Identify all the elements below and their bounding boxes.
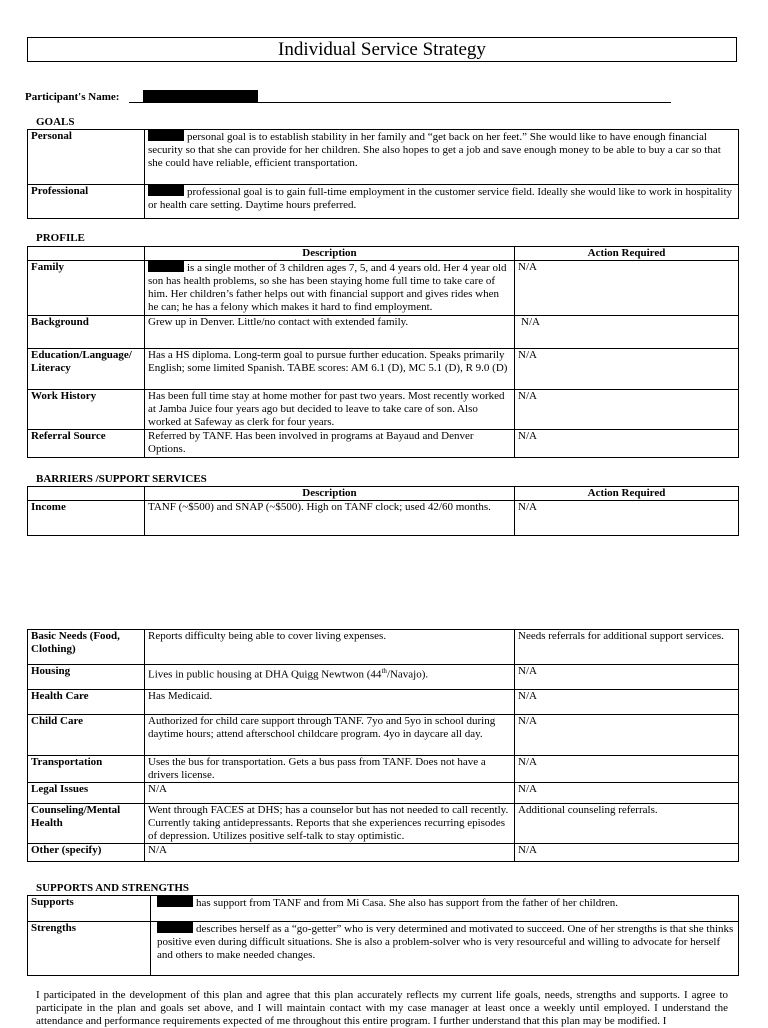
barriers-row-housing <box>28 665 739 690</box>
goals-table <box>27 129 739 219</box>
barriers-description: N/A <box>145 844 515 862</box>
profile-row-work-history <box>28 390 739 430</box>
supports-text <box>151 896 739 922</box>
barriers-row-counseling <box>28 804 739 844</box>
profile-description: Referred by TANF. Has been involved in programs at Bayaud and Denver Options. <box>145 430 515 458</box>
barriers-action: N/A <box>515 756 739 783</box>
barriers-action: N/A <box>515 715 739 756</box>
profile-header-row <box>28 247 739 261</box>
barriers-action: N/A <box>515 665 739 690</box>
goals-text-content: professional goal is to gain full-time employment in the customer service field. Ideally she would like to work in hospitality or health care setting. Daytime hours preferred. <box>148 186 732 211</box>
goals-label: Personal <box>28 130 145 185</box>
barriers-row-transportation <box>28 756 739 783</box>
barriers-label: Income <box>28 501 145 536</box>
housing-text-end: /Navajo). <box>386 668 429 681</box>
barriers-description: Authorized for child care support through TANF. 7yo and 5yo in school during daytime hours; attend afterschool childcare program. 4yo in daycare all day. <box>145 715 515 756</box>
profile-description: Grew up in Denver. Little/no contact with extended family. <box>145 316 515 349</box>
profile-label: Background <box>28 316 145 349</box>
barriers-action: N/A <box>515 690 739 715</box>
profile-action: N/A <box>515 349 739 390</box>
strengths-text-content: describes herself as a “go-getter” who is very determined and motivated to succeed. One of her strengths is that she thinks positive even during difficult situations. She is also a problem-solver who is very resourceful and willing to advocate for herself and others to make needed changes. <box>157 923 734 961</box>
goals-label: Professional <box>28 185 145 219</box>
redacted-name <box>148 261 184 272</box>
barriers-description: Uses the bus for transportation. Gets a bus pass from TANF. Does not have a drivers license. <box>145 756 515 783</box>
barriers-col-description: Description <box>145 487 515 501</box>
barriers-action: N/A <box>515 844 739 862</box>
housing-superscript: th <box>381 667 387 675</box>
barriers-header-row <box>28 487 739 501</box>
barriers-label: Counseling/Mental Health <box>28 804 145 844</box>
barriers-table-continued <box>27 629 739 862</box>
profile-action: N/A <box>515 316 739 349</box>
barriers-header-blank <box>28 487 145 501</box>
profile-col-action: Action Required <box>515 247 739 261</box>
profile-row-education <box>28 349 739 390</box>
profile-label: Family <box>28 261 145 316</box>
profile-action: N/A <box>515 390 739 430</box>
profile-description: Has a HS diploma. Long-term goal to pursue further education. Speaks primarily English; some limited Spanish. TABE scores: AM 6.1 (D), MC 5.1 (D), R 9.0 (D) <box>145 349 515 390</box>
barriers-row-health-care <box>28 690 739 715</box>
redacted-name <box>148 130 184 141</box>
profile-row-referral <box>28 430 739 458</box>
supports-heading: SUPPORTS AND STRENGTHS <box>36 882 190 894</box>
barriers-row-child-care <box>28 715 739 756</box>
barriers-row-other <box>28 844 739 862</box>
supports-table <box>27 895 739 976</box>
redacted-name <box>148 185 184 196</box>
barriers-description: Reports difficulty being able to cover living expenses. <box>145 630 515 665</box>
barriers-description <box>145 665 515 690</box>
goals-text <box>145 130 739 185</box>
barriers-label: Health Care <box>28 690 145 715</box>
strengths-row <box>28 922 739 976</box>
supports-row <box>28 896 739 922</box>
barriers-action: N/A <box>515 501 739 536</box>
barriers-description: N/A <box>145 783 515 804</box>
profile-row-family <box>28 261 739 316</box>
profile-row-background <box>28 316 739 349</box>
profile-label: Referral Source <box>28 430 145 458</box>
goals-heading: GOALS <box>36 116 75 128</box>
barriers-table <box>27 486 739 536</box>
barriers-label: Housing <box>28 665 145 690</box>
document-title: Individual Service Strategy <box>27 37 737 62</box>
supports-text-content: has support from TANF and from Mi Casa. She also has support from the father of her children. <box>196 897 619 909</box>
barriers-description: Went through FACES at DHS; has a counselor but has not needed to call recently. Currently taking antidepressants. Reports that she experiences recurring episodes of depression. Utilizes positive self-talk to stay optimistic. <box>145 804 515 844</box>
barriers-label: Basic Needs (Food, Clothing) <box>28 630 145 665</box>
goals-text-content: personal goal is to establish stability in her family and “get back on her feet.” She would like to have enough financial security so that she can provide for her children. She also hopes to get a job and save enough money to be able to buy a car so that she could have reliable, efficient transportation. <box>148 131 721 169</box>
strengths-label: Strengths <box>28 922 151 976</box>
goals-row-personal <box>28 130 739 185</box>
strengths-text <box>151 922 739 976</box>
barriers-row-basic-needs <box>28 630 739 665</box>
barriers-heading: BARRIERS /SUPPORT SERVICES <box>36 473 207 485</box>
profile-label: Education/Language/ Literacy <box>28 349 145 390</box>
barriers-action: Needs referrals for additional support services. <box>515 630 739 665</box>
profile-description-text: is a single mother of 3 children ages 7, 5, and 4 years old. Her 4 year old son has health problems, so she has been staying home full time to take care of him. Her children’s father helps out with financial support and gives rides when he can; he has a felony which makes it hard to find employment. <box>148 262 507 313</box>
profile-table <box>27 246 739 458</box>
barriers-row-income <box>28 501 739 536</box>
barriers-label: Other (specify) <box>28 844 145 862</box>
goals-row-professional <box>28 185 739 219</box>
barriers-action: Additional counseling referrals. <box>515 804 739 844</box>
agreement-paragraph: I participated in the development of this plan and agree that this plan accurately reflects my current life goals, needs, strengths and supports. I agree to participate in the plan and goals set above, and I will maintain contact with my case manager at least once a weekly until employed. I understand the attendance and performance requirements expected of me throughout this entire program. I further understand that this plan may be modified. I <box>36 989 728 1027</box>
profile-header-blank <box>28 247 145 261</box>
barriers-col-action: Action Required <box>515 487 739 501</box>
redacted-name <box>143 90 258 103</box>
barriers-row-legal <box>28 783 739 804</box>
participant-name-field <box>25 90 665 104</box>
barriers-label: Child Care <box>28 715 145 756</box>
profile-description: Has been full time stay at home mother for past two years. Most recently worked at Jamba Juice four years ago but decided to leave to take care of son. Also worked at Safeway as clerk for four years. <box>145 390 515 430</box>
barriers-description: TANF (~$500) and SNAP (~$500). High on TANF clock; used 42/60 months. <box>145 501 515 536</box>
housing-text: Lives in public housing at DHA Quigg Newtwon (44 <box>148 668 382 681</box>
profile-col-description: Description <box>145 247 515 261</box>
profile-label: Work History <box>28 390 145 430</box>
barriers-action: N/A <box>515 783 739 804</box>
barriers-label: Legal Issues <box>28 783 145 804</box>
profile-action: N/A <box>515 430 739 458</box>
barriers-description: Has Medicaid. <box>145 690 515 715</box>
participant-name-label: Participant's Name: <box>25 91 120 103</box>
barriers-label: Transportation <box>28 756 145 783</box>
profile-description <box>145 261 515 316</box>
profile-action: N/A <box>515 261 739 316</box>
redacted-name <box>157 922 193 933</box>
supports-label: Supports <box>28 896 151 922</box>
redacted-name <box>157 896 193 907</box>
goals-text <box>145 185 739 219</box>
profile-heading: PROFILE <box>36 232 85 244</box>
